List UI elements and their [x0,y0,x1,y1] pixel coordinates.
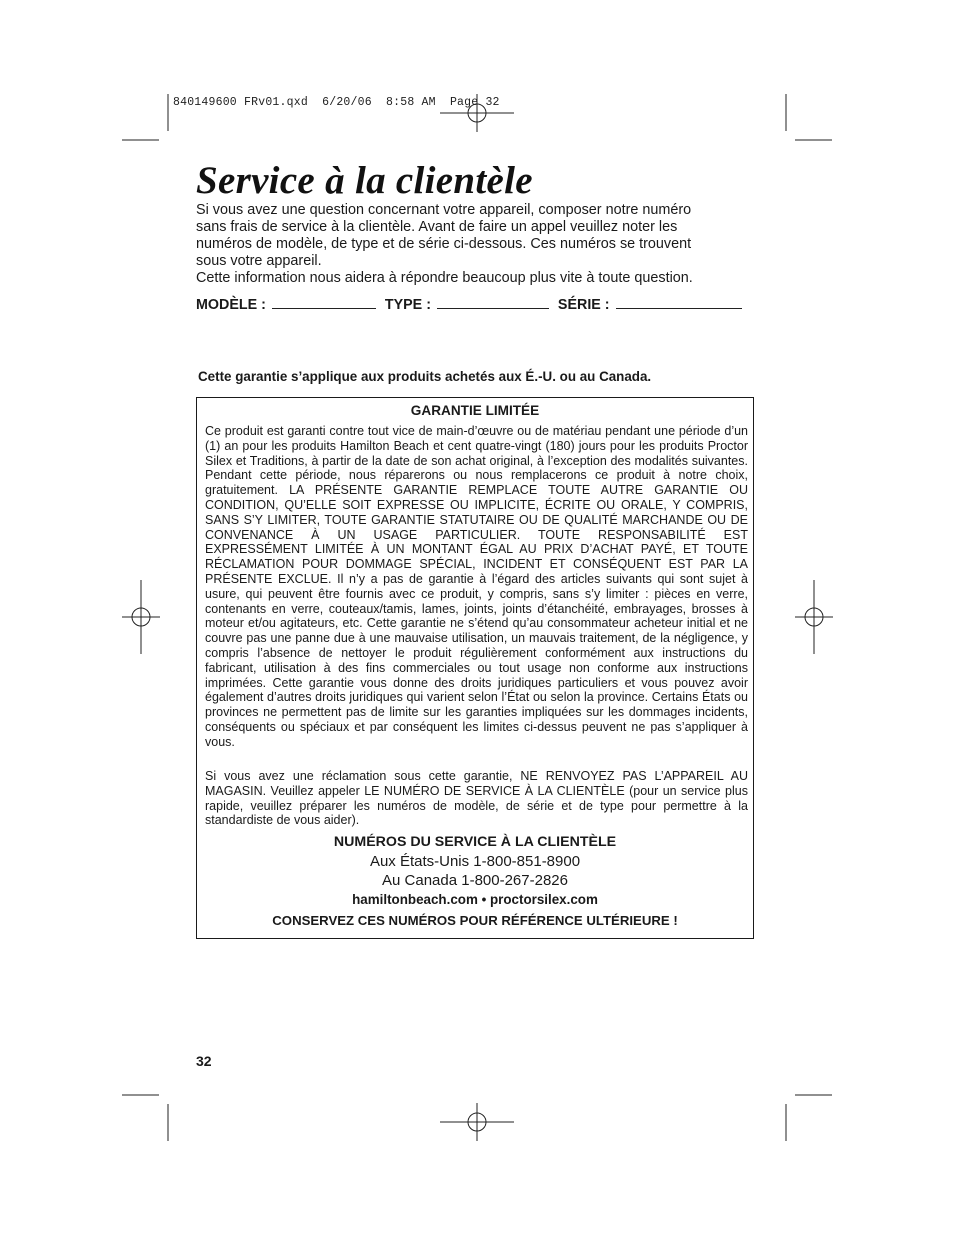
model-blank [272,294,376,309]
intro-line: sans frais de service à la clientèle. Avant de faire un appel veuillez noter les [196,219,678,235]
file-slug: 840149600 FRv01.qxd 6/20/06 8:58 AM Page 32 [173,96,500,109]
coverage-note: Cette garantie s’applique aux produits achetés aux É.-U. ou au Canada. [198,369,652,384]
page-number: 32 [196,1053,212,1069]
model-label: MODÈLE : [196,297,266,313]
serial-blank [616,294,742,309]
service-heading: NUMÉROS DU SERVICE À LA CLIENTÈLE [333,834,617,850]
warranty-claim: Si vous avez une réclamation sous cette garantie, NE RENVOYEZ PAS L’APPAREIL AU MAGASIN. Veuillez appeler LE NUMÉRO DE SERVICE À LA CLIENTÈLE (pour un service plus rapide, veuillez préparer les numéros de modèle, de série et de type pour permettre à la standardiste de vous aider). [205,769,748,828]
page-title: Service à la clientèle [196,159,533,202]
intro-text [196,202,756,287]
intro-line: Si vous avez une question concernant votre appareil, composer notre numéro [196,202,692,218]
intro-line: numéros de modèle, de type et de série ci-dessous. Ces numéros se trouvent [196,236,692,252]
service-canada-phone: Au Canada 1-800-267-2826 [382,872,568,889]
warranty-heading: GARANTIE LIMITÉE [410,403,540,418]
product-info-fields [196,294,747,313]
intro-line: sous votre appareil. [196,253,322,269]
registration-mark-icon [795,580,833,654]
websites: hamiltonbeach.com • proctorsilex.com [352,892,598,907]
warranty-body: Ce produit est garanti contre tout vice de main-d’œuvre ou de matériau pendant une période d’un (1) an pour les produits Hamilton Beach et cent quatre-vingt (180) jours pour les produits Proctor Silex et Traditions, à partir de la date de son achat original, à l’exception des modalités suivantes. Pendant cette période, nous réparerons ou nous remplacerons ce produit à notre choix, gratuitement. LA PRÉSENTE GARANTIE REMPLACE TOUTE AUTRE GARANTIE OU CONDITION, QU’ELLE SOIT EXPRESSE OU IMPLICITE, ÉCRITE OU ORALE, Y COMPRIS, SANS S’Y LIMITER, TOUTE GARANTIE STATUTAIRE OU DE QUALITÉ MARCHANDE OU DE CONVENANCE À UN USAGE PARTICULIER. TOUTE RESPONSABILITÉ EST EXPRESSÉMENT LIMITÉE À UN MONTANT ÉGAL AU PRIX D’ACHAT PAYÉ, ET TOUTE RÉCLAMATION POUR DOMMAGE SPÉCIAL, INCIDENT ET CONSÉQUENT EST PAR LA PRÉSENTE EXCLUE. Il n’y a pas de garantie à l’égard des articles suivants qui sont sujet à usure, qui peuvent être fournis avec ce produit, y compris, sans s’y limiter : pièces en verre, contenants en verre, couteaux/tamis, lames, joints, joints d’étanchéité, embrayages, brosses à moteur et/ou agitateurs, etc. Cette garantie ne s’étend qu’au consommateur acheteur initial et ne couvre pas une panne due à une mauvaise utilisation, un mauvais traitement, de la négligence, y compris l’absence de nettoyer le produit régulièrement conformément aux instructions du fabricant, utilisation à des fins commerciales ou tout usage non conforme aux instructions imprimées. Cette garantie vous donne des droits juridiques particuliers et vous pouvez avoir également d’autres droits juridiques qui varient selon l’État ou selon la province. Certains États ou provinces ne permettent pas de limite sur les garanties impliquées sur les dommages incidents, conséquents ou spéciaux et par conséquent les limites ci-dessus peuvent ne pas s’appliquer à vous. [205,424,748,749]
registration-mark-icon [122,580,160,654]
type-label: TYPE : [384,297,431,313]
serial-label: SÉRIE : [557,297,610,313]
service-us-phone: Aux États-Unis 1-800-851-8900 [369,853,581,870]
intro-closing: Cette information nous aidera à répondre beaucoup plus vite à toute question. [196,270,693,286]
registration-mark-icon [440,1103,514,1141]
keep-numbers-note: CONSERVEZ CES NUMÉROS POUR RÉFÉRENCE ULTÉRIEURE ! [272,913,678,928]
warranty-box [196,397,754,939]
type-blank [437,294,549,309]
